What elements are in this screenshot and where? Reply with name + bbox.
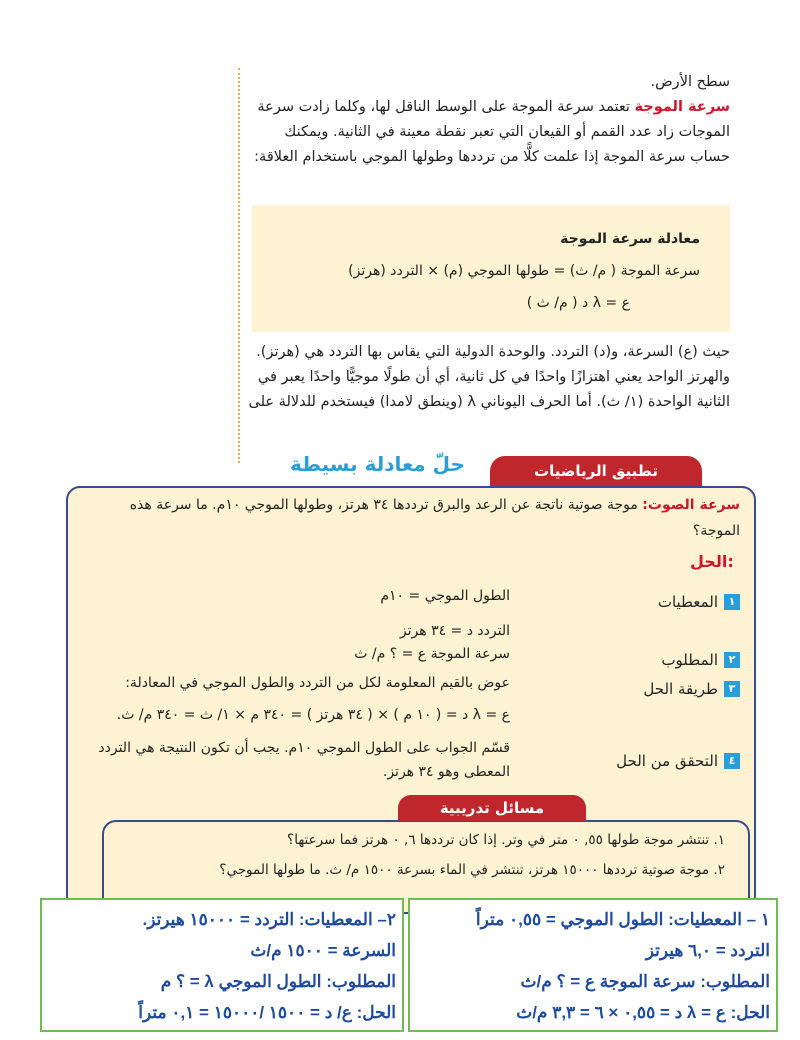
answer-box-1 xyxy=(408,898,778,1032)
check-line-2: المعطى وهو ٣٤ هرتز. xyxy=(382,764,510,780)
step-label: التحقق من الحل xyxy=(616,752,718,770)
intro-line: سطح الأرض. xyxy=(650,74,730,90)
step-label: المعطيات xyxy=(657,593,718,611)
answer-1-line: الحل: ع = λ د = ٠,٥٥ × ٦ = ٣,٣ م/ث xyxy=(516,1003,770,1022)
lambda-paragraph: حيث (ع) السرعة، و(د) التردد. والوحدة الدولية التي يقاس بها التردد هي (هرتز). والهرتز الواحد يعني اهتزازًا واحدًا في كل ثانية، أي أن طولًا موجيًّا واحدًا يعبر في الثانية الواحدة (١/ ث). أما الحرف اليوناني λ (وينطق لامدا) فيستخدم للدلالة على xyxy=(248,344,730,410)
lambda-text-block xyxy=(245,340,730,415)
solution-label: الحل: xyxy=(690,552,734,571)
step-given xyxy=(658,593,740,611)
equation-title: معادلة سرعة الموجة xyxy=(560,231,700,247)
step-number: ٢ xyxy=(724,652,740,668)
wave-speed-heading: سرعة الموجة xyxy=(634,99,730,115)
answer-2-line: السرعة = ١٥٠٠ م/ث xyxy=(250,941,396,960)
wave-speed-text: تعتمد سرعة الموجة على الوسط الناقل لها، وكلما زادت سرعة الموجات زاد عدد القمم أو القيعان التي تعبر نقطة معينة في الثانية. ويمكنك حساب سرعة الموجة إذا علمت كلًّا من ترددها وطولها الموجي باستخدام العلاقة: xyxy=(254,99,730,165)
step-number: ١ xyxy=(724,594,740,610)
equation-box xyxy=(252,205,730,332)
problem-heading: سرعة الصوت: xyxy=(642,497,740,513)
wave-speed-paragraph xyxy=(245,95,730,170)
step-label: المطلوب xyxy=(661,651,718,669)
answer-1-line: المطلوب: سرعة الموجة ع = ؟ م/ث xyxy=(520,972,770,991)
answer-2-line: المطلوب: الطول الموجي λ = ؟ م xyxy=(160,972,396,991)
step-label: طريقة الحل xyxy=(643,680,718,698)
intro-text-block xyxy=(245,70,730,170)
step-number: ٤ xyxy=(724,753,740,769)
math-section-title: حلّ معادلة بسيطة xyxy=(290,452,465,476)
given-frequency: التردد د = ٣٤ هرتز xyxy=(399,623,510,639)
practice-tab: مسائل تدريبية xyxy=(398,795,586,821)
required-speed: سرعة الموجة ع = ؟ م/ ث xyxy=(354,646,510,662)
practice-question-2: ٢. موجة صوتية ترددها ١٥٠٠٠ هرتز، تنتشر في الماء بسرعة ١٥٠٠ م/ ث. ما طولها الموجي؟ xyxy=(219,862,725,878)
method-instruction: عوض بالقيم المعلومة لكل من التردد والطول الموجي في المعادلة: xyxy=(125,675,510,691)
equation-symbols: ع = λ د ( م/ ث ) xyxy=(526,295,630,311)
step-number: ٣ xyxy=(724,681,740,697)
problem-statement xyxy=(80,492,740,544)
answer-1-line: ١ – المعطيات: الطول الموجي = ٠,٥٥ متراً xyxy=(475,910,770,929)
given-wavelength: الطول الموجي = ١٠م xyxy=(380,588,510,604)
check-line-1: قسّم الجواب على الطول الموجي ١٠م. يجب أن تكون النتيجة هي التردد xyxy=(98,740,510,756)
step-method xyxy=(643,680,740,698)
answer-2-line: ٢– المعطيات: التردد = ١٥٠٠٠ هيرتز. xyxy=(142,910,396,929)
step-check xyxy=(616,752,740,770)
practice-question-1: ١. تنتشر موجة طولها ٥٥, ٠ متر في وتر. إذا كان ترددها ٦, ٠ هرتز فما سرعتها؟ xyxy=(287,832,725,848)
answer-1-line: التردد = ٦,٠ هيرتز xyxy=(645,941,770,960)
math-section-tab: تطبيق الرياضيات xyxy=(490,456,702,486)
margin-dotted-line xyxy=(238,68,240,463)
equation-words: سرعة الموجة ( م/ ث) = طولها الموجي (م) × التردد (هرتز) xyxy=(348,263,700,279)
method-calculation: ع = λ د = ( ١٠ م ) × ( ٣٤ هرتز ) = ٣٤٠ م × ١/ ث = ٣٤٠ م/ ث. xyxy=(116,707,510,723)
problem-text: موجة صوتية ناتجة عن الرعد والبرق ترددها ٣٤ هرتز، وطولها الموجي ١٠م. ما سرعة هذه الموجة؟ xyxy=(129,497,740,539)
answer-2-line: الحل: ع/ د = ١٥٠٠ /١٥٠٠٠ = ٠,١ متراً xyxy=(138,1003,396,1022)
answer-box-2 xyxy=(40,898,404,1032)
step-required xyxy=(661,651,740,669)
